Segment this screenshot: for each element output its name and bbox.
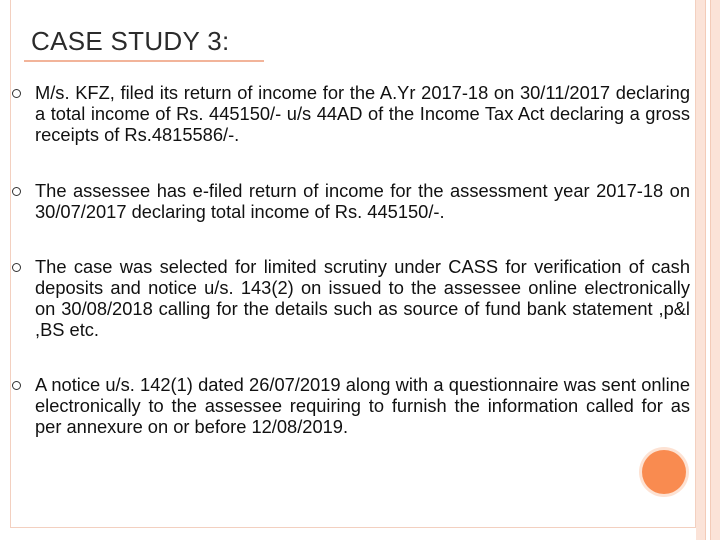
bullet-text: M/s. KFZ, filed its return of income for the A.Yr 2017-18 on 30/11/2017 declaring a total income of Rs. 445150/- u/s 44AD of the Income Tax Act declaring a gross receipts of Rs.4815586/-.: [35, 82, 690, 145]
bullet-circle-icon: [12, 263, 21, 272]
title-block: [24, 26, 264, 62]
bullet-item-efiled-return: [12, 180, 690, 222]
bullet-circle-icon: [12, 381, 21, 390]
bullet-text: The case was selected for limited scrutiny under CASS for verification of cash deposits and notice u/s. 143(2) on issued to the assessee online electronically on 30/08/2018 calling for the details such as source of fund bank statement ,p&l ,BS etc.: [35, 256, 690, 340]
bullet-list: [12, 82, 690, 437]
bullet-item-notice-142: [12, 374, 690, 437]
bullet-text: A notice u/s. 142(1) dated 26/07/2019 along with a questionnaire was sent online electronically to the assessee requiring to furnish the information called for as per annexure on or before 12/08/2019.: [35, 374, 690, 437]
title-underline: [24, 60, 264, 62]
bullet-item-return-filed: [12, 82, 690, 145]
bullet-item-limited-scrutiny: [12, 256, 690, 340]
orange-circle-decoration: [642, 450, 686, 494]
right-decorative-stripe: [696, 0, 720, 540]
bullet-circle-icon: [12, 187, 21, 196]
slide-title: CASE STUDY 3:: [31, 26, 230, 56]
right-stripe-inner-line: [705, 0, 711, 540]
bullet-circle-icon: [12, 89, 21, 98]
bullet-text: The assessee has e-filed return of income for the assessment year 2017-18 on 30/07/2017 declaring total income of Rs. 445150/-.: [35, 180, 690, 222]
